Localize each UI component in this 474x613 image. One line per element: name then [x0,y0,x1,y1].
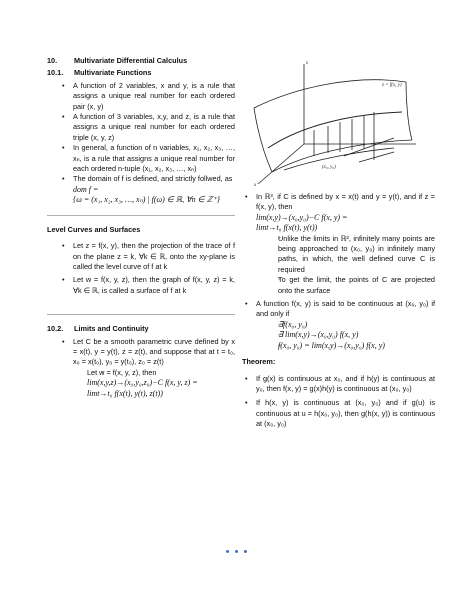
divider [47,215,235,216]
continuity-text: • A function f(x, y) is said to be continuous at (x₀, y₀) if and only if [256,299,435,319]
theorem-heading: Theorem: [242,357,276,367]
limit-formula: limt→t₀ f(x(t), y(t)) [256,223,318,233]
right-column [242,56,435,430]
list-item: • A function of 3 variables, x,y, and z, is a rule that assigns a unique real number for each ordered triple (x, y, z) [47,112,235,143]
surface-label: z = f(x, y) [382,83,402,88]
list-item: ◦ To get the limit, the points of C are projected onto the surface [256,275,435,296]
list-item: ◦ ∃f(x₀, y₀) [256,320,435,330]
x-axis-label: x [254,183,257,188]
divider [47,314,235,315]
level-curves-heading: Level Curves and Surfaces [47,224,141,234]
surface-left-edge [254,108,272,172]
limit-formula: lim(x,y,z)→(x₀,y₀,z₀)−C f(x, y, z) = [87,378,198,388]
section-10-2-heading: 10.2. Limits and Continuity [47,324,149,334]
list-item: • In general, a function of n variables, x₁, x₂, x₃, …, xₙ, is a rule that assigns a unique real number for each ordered n-tuple (x₁, x₂, x₃, …, xₙ) [47,143,235,174]
list-item [47,174,235,205]
list-item: • Let C be a smooth parametric curve defined by x = x(t), y = y(t), z = z(t), and suppose that at t = t₀, x₀ = x(t₀), y₀ = y(t₀), z₀ = z(t) ◦ Let w = f(x, y, z), then lim(x,y,z)→(x₀,y₀,z₀)−C f(x, y, z) = limt→t₀ f(x(t), y(t), z(t)) [47,337,235,399]
limits-r3-list [242,192,435,351]
limit-line: ◦ Let w = f(x, y, z), then [87,367,157,377]
list-item: ◦ Unlike the limits in ℝ², infinitely many points are being approached to (x₀, y₀) in infinitely many paths, in which, the well defined curve C is required [256,234,435,276]
list-item: • Let z = f(x, y), then the projection of the trace of f on the plane z = k, ∀k ∈ ℝ, onto the xy-plane is called the level curve of f at k [47,241,235,272]
r3-text: • In ℝ³, if C is defined by x = x(t) and y = y(t), and if z = f(x, y), then [256,192,435,212]
limit-formula: limt→t₀ f(x(t), y(t), z(t)) [87,388,163,398]
surface-right-edge [406,82,412,140]
list-item [73,368,235,399]
domain-intro: • The domain of f is defined, and strictly follwed, as [73,174,233,184]
list-item [242,192,435,296]
list-item: ◦ ∃ lim(x,y)→(x₀,y₀) f(x, y) [256,330,435,340]
limit-formula: lim(x,y)→(x₀,y₀)−C f(x, y) = [256,212,348,222]
page-indicator: • • • [225,546,249,558]
list-item: ◦ f(x₀, y₀) = lim(x,y)→(x₀,y₀) f(x, y) [256,341,435,351]
list-item: • A function of 2 variables, x and y, is a rule that assigns a unique real number for each ordered pair (x, y) [47,81,235,112]
plane-line [359,152,394,162]
z-axis-label: z [306,61,308,66]
domain-formula-line2: {ω = (x₁, x₂, x₃, …, xₙ) | f(ω) ∈ ℝ, ∀n ∈ ℤ⁺} [73,195,220,205]
level-list [47,241,235,296]
section-10-heading: 10. Multivariate Differential Calculus [47,56,188,65]
list-item [242,299,435,351]
point-label: (x₀, y₀) [322,165,336,170]
list-item: • If h(x, y) is continuous at (x₀, y₀) and if g(u) is continuous at u = h(x₀, y₀), then g(h(x, y)) is continuous at (x₀, y₀) [242,398,435,429]
limits-list [47,337,235,399]
section-10-1-heading: 10.1. Multivariate Functions [47,68,152,78]
surface-figure [244,52,424,192]
x-axis [258,144,304,184]
projected-curve [284,148,394,170]
functions-list [47,81,235,206]
theorem-list [242,374,435,430]
list-item: • Let w = f(x, y, z), then the graph of f(x, y, z) = k, ∀k ∈ ℝ, is called a surface of f at k [47,275,235,296]
domain-formula-line1: dom f = [73,184,99,194]
left-column [47,56,235,399]
list-item: • If g(x) is continuous at x₀, and if h(y) is continuous at y₀, then f(x, y) = g(x)h(y) is continuous at (x₀, y₀) [242,374,435,395]
